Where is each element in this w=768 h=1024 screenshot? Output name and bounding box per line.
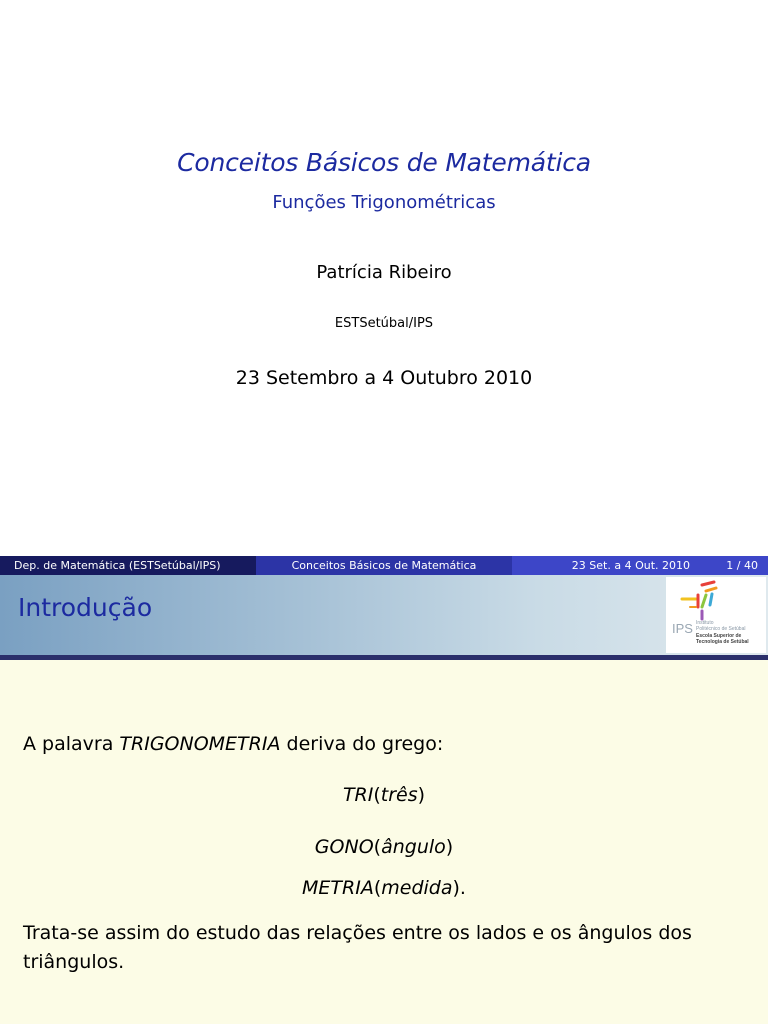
paren-close: ) <box>445 836 454 858</box>
paren-open: ( <box>373 784 381 806</box>
logo-abbreviation: IPS <box>672 621 693 636</box>
page-number: 1 / 40 <box>726 559 758 572</box>
presentation-date: 23 Setembro a 4 Outubro 2010 <box>235 367 533 389</box>
frame-header <box>0 575 768 655</box>
logo-line-1: Instituto <box>696 620 714 626</box>
header-divider <box>0 655 768 660</box>
ips-logo <box>666 577 766 653</box>
paren-open: ( <box>373 877 382 899</box>
etymology-root: TRI <box>342 784 374 806</box>
intro-text-end: deriva do grego: <box>280 733 444 755</box>
intro-keyword: TRIGONOMETRIA <box>119 733 281 755</box>
paren-close: ). <box>452 877 466 899</box>
etymology-tri <box>0 784 768 806</box>
etymology-meaning: ângulo <box>381 836 446 858</box>
presentation-title: Conceitos Básicos de Matemática <box>177 148 591 177</box>
footer-department: Dep. de Matemática (ESTSetúbal/IPS) <box>0 556 256 575</box>
etymology-root: GONO <box>314 836 374 858</box>
content-slide <box>0 575 768 1024</box>
etymology-meaning: três <box>380 784 418 806</box>
ips-logo-mark-icon <box>666 577 766 621</box>
logo-line-3: Escola Superior de <box>696 633 742 639</box>
footer-bar <box>0 556 768 575</box>
author-name: Patrícia Ribeiro <box>316 262 452 283</box>
presentation-subtitle: Funções Trigonométricas <box>272 192 496 213</box>
paren-close: ) <box>417 784 426 806</box>
institute-name: ESTSetúbal/IPS <box>334 316 434 331</box>
closing-paragraph: Trata-se assim do estudo das relações entre os lados e os ângulos dos triângulos. <box>23 922 692 973</box>
logo-line-2: Politécnico de Setúbal <box>696 626 746 632</box>
footer-right <box>512 556 768 575</box>
logo-line-4: Tecnologia de Setúbal <box>696 639 749 645</box>
footer-date: 23 Set. a 4 Out. 2010 <box>571 559 690 572</box>
etymology-gono <box>0 836 768 858</box>
etymology-root: METRIA <box>302 877 374 899</box>
frame-title: Introdução <box>18 593 153 622</box>
footer-short-title: Conceitos Básicos de Matemática <box>256 556 512 575</box>
etymology-meaning: medida <box>381 877 453 899</box>
intro-paragraph <box>23 733 443 755</box>
paren-open: ( <box>373 836 382 858</box>
intro-text-start: A palavra <box>23 733 120 755</box>
etymology-metria <box>0 877 768 899</box>
